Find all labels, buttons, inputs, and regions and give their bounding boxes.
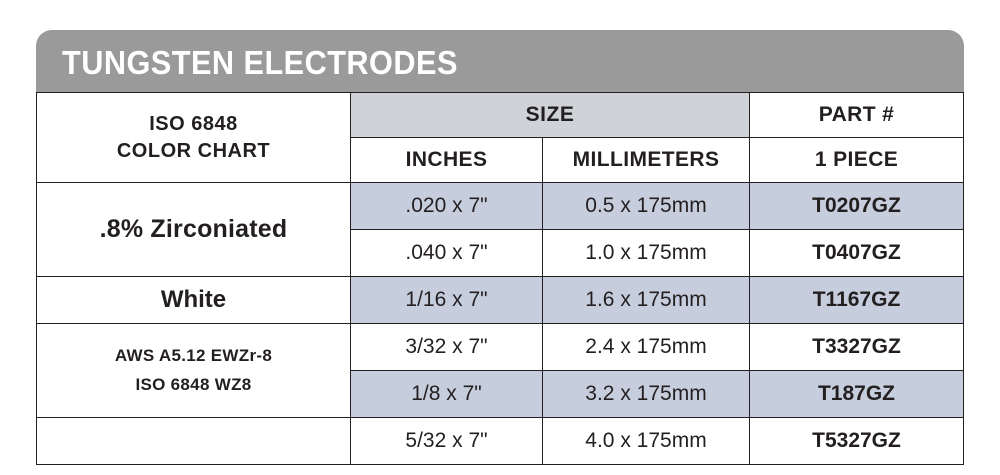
table-header-row-group [37,93,964,138]
cell-millimeters: 0.5 x 175mm [543,183,750,230]
electrode-color-label: White [37,277,351,324]
cell-inches: .040 x 7" [351,230,543,277]
electrode-spec-card [36,30,964,452]
electrode-standards-cell [37,324,351,418]
electrode-type-label: .8% Zirconiated [37,183,351,277]
empty-label-cell [37,418,351,465]
cell-part-number: T1167GZ [750,277,964,324]
cell-millimeters: 1.0 x 175mm [543,230,750,277]
table-row [37,418,964,465]
cell-inches: 3/32 x 7" [351,324,543,371]
cell-part-number: T0207GZ [750,183,964,230]
column-group-part: PART # [750,93,964,138]
cell-part-number: T3327GZ [750,324,964,371]
cell-millimeters: 1.6 x 175mm [543,277,750,324]
page-title: TUNGSTEN ELECTRODES [62,44,458,81]
column-header-inches: INCHES [351,138,543,183]
cell-inches: 5/32 x 7" [351,418,543,465]
iso-label-line2: COLOR CHART [116,139,271,162]
cell-part-number: T187GZ [750,371,964,418]
cell-millimeters: 3.2 x 175mm [543,371,750,418]
cell-millimeters: 2.4 x 175mm [543,324,750,371]
aws-standard-label: AWS A5.12 EWZr-8 [114,345,273,365]
table-row [37,183,964,230]
iso-standard-label: ISO 6848 WZ8 [135,374,252,394]
table-row [37,277,964,324]
cell-part-number: T0407GZ [750,230,964,277]
cell-part-number: T5327GZ [750,418,964,465]
column-header-millimeters: MILLIMETERS [543,138,750,183]
table-row [37,324,964,371]
iso-color-chart-cell [37,93,351,183]
header-band [36,30,964,92]
cell-inches: .020 x 7" [351,183,543,230]
cell-inches: 1/16 x 7" [351,277,543,324]
iso-label-line1: ISO 6848 [149,112,238,135]
column-header-piece: 1 PIECE [750,138,964,183]
electrode-table [36,92,964,465]
column-group-size: SIZE [351,93,750,138]
cell-inches: 1/8 x 7" [351,371,543,418]
cell-millimeters: 4.0 x 175mm [543,418,750,465]
